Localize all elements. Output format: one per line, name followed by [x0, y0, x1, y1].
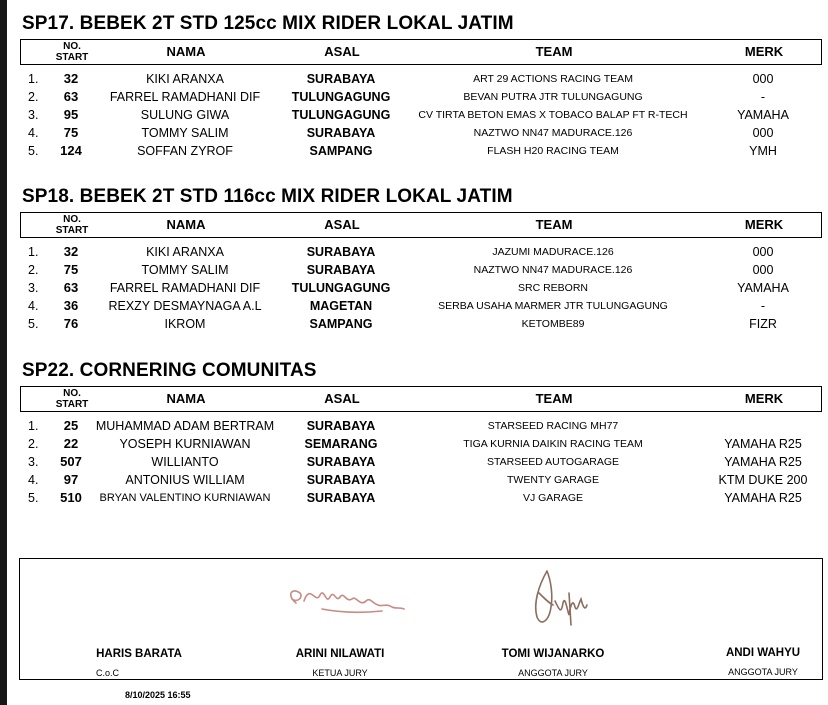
brand-cell: 000 — [752, 245, 774, 259]
table-row — [20, 106, 822, 124]
position-cell: 1. — [28, 72, 39, 86]
rider-name-cell: MUHAMMAD ADAM BERTRAM — [95, 419, 275, 433]
position-cell: 2. — [28, 263, 39, 277]
signature-block-anggota-jury-2 — [668, 646, 828, 679]
origin-cell: SURABAYA — [306, 245, 376, 259]
left-edge-bar — [0, 0, 7, 705]
header-nama: NAMA — [166, 44, 206, 59]
header-asal: ASAL — [324, 217, 360, 232]
result-section-sp17 — [20, 12, 822, 160]
position-cell: 5. — [28, 144, 39, 158]
signature-box — [19, 558, 823, 680]
rider-name-cell: KIKI ARANXA — [146, 245, 224, 259]
position-cell: 1. — [28, 419, 39, 433]
header-no-start: NO. START — [55, 388, 89, 410]
signature-anggota-jury — [525, 563, 595, 639]
position-cell: 4. — [28, 126, 39, 140]
position-cell: 5. — [28, 317, 39, 331]
signatory-name: ARINI NILAWATI — [295, 648, 385, 660]
brand-cell: YAMAHA — [737, 281, 789, 295]
position-cell: 1. — [28, 245, 39, 259]
start-number-cell: 22 — [63, 436, 79, 451]
origin-cell: SURABAYA — [306, 491, 376, 505]
header-team: TEAM — [535, 217, 573, 232]
position-cell: 4. — [28, 299, 39, 313]
table-body — [20, 243, 822, 333]
brand-cell — [704, 417, 822, 435]
brand-cell: YAMAHA R25 — [724, 437, 802, 451]
origin-cell: SURABAYA — [306, 263, 376, 277]
header-nama: NAMA — [166, 217, 206, 232]
rider-name-cell: YOSEPH KURNIAWAN — [119, 437, 251, 451]
signatory-name: ANDI WAHYU — [725, 647, 801, 659]
brand-cell: YAMAHA — [737, 108, 789, 122]
table-row — [20, 489, 822, 507]
signature-ketua-jury — [282, 573, 412, 623]
team-cell: SRC REBORN — [517, 282, 588, 294]
team-cell: KETOMBE89 — [521, 318, 585, 330]
table-row — [20, 243, 822, 261]
table-row — [20, 471, 822, 489]
header-merk: MERK — [744, 391, 784, 406]
table-row — [20, 417, 822, 435]
header-no-start: NO. START — [55, 214, 89, 236]
origin-cell: SAMPANG — [309, 144, 373, 158]
rider-name-cell: FARREL RAMADHANI DIF — [109, 90, 261, 104]
table-row — [20, 261, 822, 279]
brand-cell: YMH — [749, 144, 777, 158]
signatory-role: ANGGOTA JURY — [518, 668, 588, 678]
header-no-start: NO. START — [55, 41, 89, 63]
header-merk: MERK — [744, 44, 784, 59]
rider-name-cell: FARREL RAMADHANI DIF — [109, 281, 261, 295]
rider-name-cell: TOMMY SALIM — [141, 263, 229, 277]
team-cell: ART 29 ACTIONS RACING TEAM — [473, 73, 633, 85]
start-number-cell: 63 — [63, 280, 79, 295]
table-row — [20, 453, 822, 471]
position-cell: 3. — [28, 455, 39, 469]
signatory-name: TOMI WIJANARKO — [501, 648, 605, 660]
team-cell: VJ GARAGE — [522, 492, 584, 504]
origin-cell: TULUNGAGUNG — [291, 108, 391, 122]
brand-cell: - — [760, 90, 766, 104]
team-cell: CV TIRTA BETON EMAS X TOBACO BALAP FT R-TECH — [418, 109, 688, 121]
position-cell: 2. — [28, 437, 39, 451]
table-body — [20, 70, 822, 160]
header-merk: MERK — [744, 217, 784, 232]
start-number-cell: 36 — [63, 298, 79, 313]
rider-name-cell: ANTONIUS WILLIAM — [125, 473, 245, 487]
table-row — [20, 435, 822, 453]
header-asal: ASAL — [324, 391, 360, 406]
origin-cell: SURABAYA — [306, 419, 376, 433]
brand-cell: KTM DUKE 200 — [718, 473, 808, 487]
team-cell: FLASH H20 RACING TEAM — [487, 145, 619, 157]
position-cell: 3. — [28, 281, 39, 295]
table-row — [20, 279, 822, 297]
team-cell: NAZTWO NN47 MADURACE.126 — [473, 127, 633, 139]
signatory-name: HARIS BARATA — [96, 648, 182, 660]
start-number-cell: 124 — [60, 143, 82, 158]
position-cell: 5. — [28, 491, 39, 505]
start-number-cell: 95 — [63, 107, 79, 122]
signature-block-ketua-jury — [245, 647, 435, 680]
start-number-cell: 510 — [60, 490, 82, 505]
printed-date: 8/10/2025 16:55 — [125, 690, 191, 700]
table-body — [20, 417, 822, 507]
team-cell: JAZUMI MADURACE.126 — [492, 246, 614, 258]
header-team: TEAM — [535, 44, 573, 59]
start-number-cell: 75 — [63, 262, 79, 277]
start-number-cell: 507 — [60, 454, 82, 469]
start-number-cell: 75 — [63, 125, 79, 140]
rider-name-cell: IKROM — [164, 317, 206, 331]
rider-name-cell: BRYAN VALENTINO KURNIAWAN — [99, 492, 271, 504]
position-cell: 3. — [28, 108, 39, 122]
header-team: TEAM — [535, 391, 573, 406]
team-cell: SERBA USAHA MARMER JTR TULUNGAGUNG — [438, 300, 668, 312]
table-header — [20, 39, 822, 65]
signatory-role: KETUA JURY — [312, 668, 368, 678]
section-title: SP18. BEBEK 2T STD 116cc MIX RIDER LOKAL JATIM — [22, 186, 513, 207]
table-header — [20, 386, 822, 412]
start-number-cell: 63 — [63, 89, 79, 104]
table-row — [20, 297, 822, 315]
section-title: SP22. CORNERING COMUNITAS — [22, 360, 317, 381]
origin-cell: MAGETAN — [309, 299, 373, 313]
table-row — [20, 315, 822, 333]
header-asal: ASAL — [324, 44, 360, 59]
brand-cell: - — [760, 299, 766, 313]
team-cell: NAZTWO NN47 MADURACE.126 — [473, 264, 633, 276]
position-cell: 2. — [28, 90, 39, 104]
result-section-sp22 — [20, 359, 822, 507]
brand-cell: 000 — [752, 126, 774, 140]
signature-block-anggota-jury-1 — [458, 647, 648, 680]
rider-name-cell: SOFFAN ZYROF — [137, 144, 233, 158]
origin-cell: TULUNGAGUNG — [291, 281, 391, 295]
signatory-role: ANGGOTA JURY — [728, 667, 798, 677]
team-cell: BEVAN PUTRA JTR TULUNGAGUNG — [463, 91, 643, 103]
start-number-cell: 97 — [63, 472, 79, 487]
origin-cell: SURABAYA — [306, 473, 376, 487]
table-row — [20, 142, 822, 160]
table-header — [20, 212, 822, 238]
section-title: SP17. BEBEK 2T STD 125cc MIX RIDER LOKAL JATIM — [22, 13, 514, 34]
start-number-cell: 25 — [63, 418, 79, 433]
signatory-role: C.o.C — [96, 668, 120, 678]
rider-name-cell: TOMMY SALIM — [141, 126, 229, 140]
origin-cell: SURABAYA — [306, 126, 376, 140]
start-number-cell: 32 — [63, 244, 79, 259]
table-row — [20, 124, 822, 142]
origin-cell: TULUNGAGUNG — [291, 90, 391, 104]
origin-cell: SEMARANG — [304, 437, 378, 451]
table-row — [20, 88, 822, 106]
brand-cell: YAMAHA R25 — [724, 455, 802, 469]
start-number-cell: 32 — [63, 71, 79, 86]
brand-cell: 000 — [752, 263, 774, 277]
rider-name-cell: KIKI ARANXA — [146, 72, 224, 86]
origin-cell: SURABAYA — [306, 455, 376, 469]
origin-cell: SURABAYA — [306, 72, 376, 86]
header-nama: NAMA — [166, 391, 206, 406]
brand-cell: 000 — [752, 72, 774, 86]
rider-name-cell: SULUNG GIWA — [140, 108, 230, 122]
origin-cell: SAMPANG — [309, 317, 373, 331]
brand-cell: YAMAHA R25 — [724, 491, 802, 505]
team-cell: TIGA KURNIA DAIKIN RACING TEAM — [463, 438, 643, 450]
rider-name-cell: WILLIANTO — [151, 455, 219, 469]
brand-cell: FIZR — [749, 317, 777, 331]
table-row — [20, 70, 822, 88]
team-cell: STARSEED AUTOGARAGE — [486, 456, 620, 468]
rider-name-cell: REXZY DESMAYNAGA A.L — [108, 299, 262, 313]
position-cell: 4. — [28, 473, 39, 487]
result-section-sp18 — [20, 185, 822, 333]
team-cell: TWENTY GARAGE — [507, 474, 599, 486]
start-number-cell: 76 — [63, 316, 79, 331]
signature-block-coc — [44, 647, 234, 680]
team-cell: STARSEED RACING MH77 — [487, 420, 619, 432]
